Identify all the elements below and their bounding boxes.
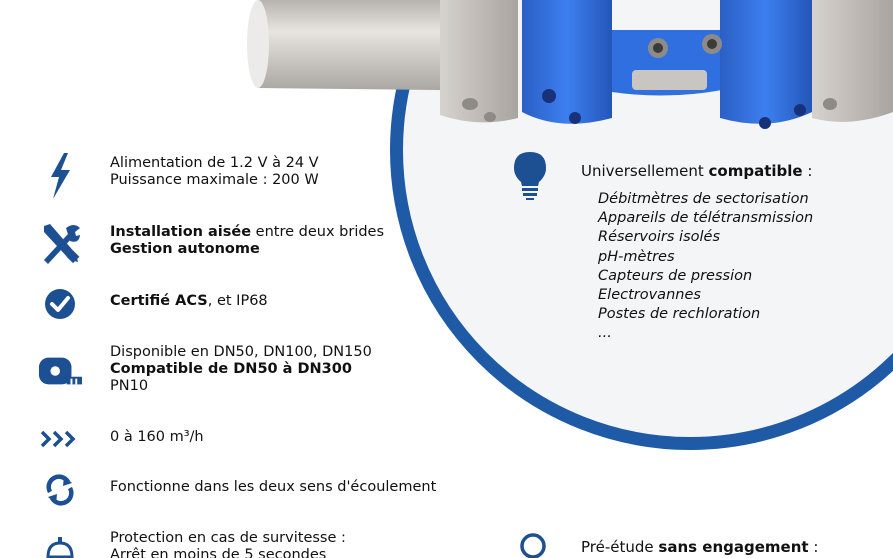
- feature-flow-range-line-1: 0 à 160 m³/h: [110, 429, 204, 445]
- search-icon: [518, 531, 548, 558]
- feature-dimensions-line-3: PN10: [110, 378, 149, 394]
- bidirectional-arrows-icon: [38, 474, 82, 506]
- lightning-bolt-icon: [38, 153, 82, 199]
- feature-dimensions-line-1: Disponible en DN50, DN100, DN150: [110, 344, 372, 360]
- tape-measure-icon: [38, 355, 82, 387]
- list-item: Electrovannes: [598, 287, 701, 304]
- list-item: Postes de rechloration: [598, 306, 761, 323]
- list-item: ...: [598, 325, 612, 342]
- product-illustration: [0, 0, 893, 140]
- list-item: Débitmètres de sectorisation: [598, 191, 809, 207]
- list-item: Appareils de télétransmission: [598, 210, 814, 227]
- bell-alarm-icon: [38, 537, 82, 558]
- lightbulb-icon: [510, 150, 550, 206]
- list-item: Capteurs de pression: [598, 267, 753, 284]
- feature-dimensions-line-2: Compatible de DN50 à DN300: [110, 361, 352, 377]
- feature-certification-line-1: Certifié ACS, et IP68: [110, 293, 268, 309]
- feature-power-line-1: Alimentation de 1.2 V à 24 V: [110, 155, 319, 171]
- list-item: Réservoirs isolés: [598, 229, 720, 246]
- feature-bidirectional-line-1: Fonctionne dans les deux sens d'écoulement: [110, 479, 437, 495]
- check-badge-icon: [38, 288, 82, 320]
- prestudy-heading: Pré-étude sans engagement :: [581, 538, 819, 556]
- feature-power-line-2: Puissance maximale : 200 W: [110, 172, 319, 188]
- list-item: pH-mètres: [598, 248, 675, 265]
- compatibility-heading: Universellement compatible :: [581, 162, 813, 180]
- feature-overspeed-line-1: Protection en cas de survitesse :: [110, 530, 346, 546]
- triple-chevron-icon: [38, 430, 82, 448]
- compatibility-list: [598, 190, 813, 344]
- feature-overspeed-line-2: Arrêt en moins de 5 secondes: [110, 547, 327, 558]
- wrench-screwdriver-icon: [38, 222, 82, 264]
- feature-installation-line-1: Installation aisée entre deux brides: [110, 224, 385, 240]
- feature-installation-line-2: Gestion autonome: [110, 241, 260, 257]
